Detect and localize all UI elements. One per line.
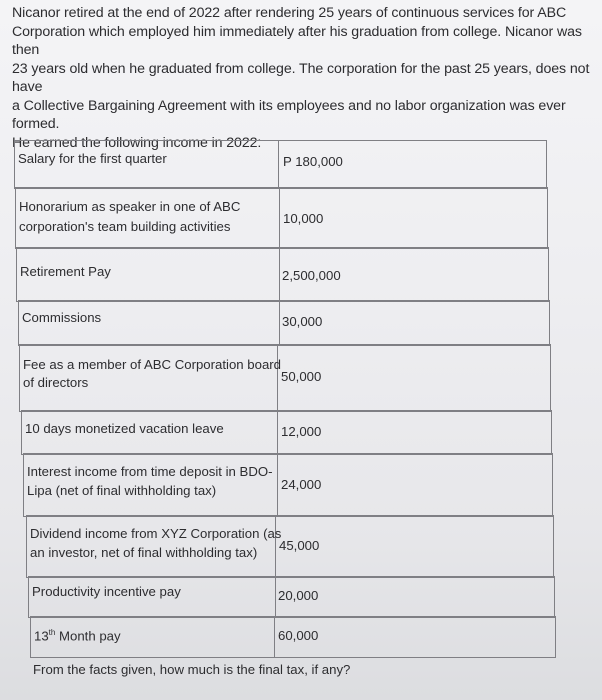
income-value: 50,000 bbox=[281, 369, 322, 384]
ordinal-suffix: th bbox=[48, 628, 56, 637]
column-divider bbox=[279, 300, 280, 346]
income-label: Productivity incentive pay bbox=[32, 584, 181, 599]
income-value: 2,500,000 bbox=[282, 268, 341, 283]
intro-line-5: He earned the following income in 2022: bbox=[12, 134, 262, 151]
income-label: Honorarium as speaker in one of ABC bbox=[19, 199, 241, 214]
column-divider bbox=[275, 576, 276, 618]
income-label: Salary for the first quarter bbox=[18, 151, 167, 166]
income-label-number: 13 bbox=[34, 628, 49, 644]
income-label: of directors bbox=[23, 375, 89, 390]
income-value: 12,000 bbox=[281, 424, 322, 439]
intro-line-2: Corporation which employed him immediately after his graduation from college. Nicanor was then bbox=[12, 23, 582, 58]
income-value: P 180,000 bbox=[283, 154, 343, 169]
question-text: From the facts given, how much is the final tax, if any? bbox=[33, 662, 351, 677]
income-label: Dividend income from XYZ Corporation (as bbox=[30, 526, 282, 541]
income-label: an investor, net of final withholding tax) bbox=[30, 545, 258, 560]
column-divider bbox=[279, 247, 280, 302]
intro-line-3: 23 years old when he graduated from college. The corporation for the past 25 years, does not have bbox=[12, 60, 590, 95]
income-label: Retirement Pay bbox=[20, 264, 111, 279]
income-label: Fee as a member of ABC Corporation board bbox=[23, 357, 282, 372]
income-label: corporation's team building activities bbox=[19, 219, 231, 234]
column-divider bbox=[277, 410, 278, 455]
income-value: 45,000 bbox=[279, 538, 320, 553]
column-divider bbox=[279, 187, 280, 249]
income-value: 10,000 bbox=[283, 211, 324, 226]
income-label: Interest income from time deposit in BDO- bbox=[27, 464, 273, 479]
income-value: 20,000 bbox=[278, 588, 319, 603]
income-label: Lipa (net of final withholding tax) bbox=[27, 483, 217, 498]
problem-statement bbox=[12, 4, 598, 152]
income-value: 60,000 bbox=[278, 628, 319, 643]
income-value: 30,000 bbox=[282, 314, 323, 329]
column-divider bbox=[274, 616, 275, 658]
column-divider bbox=[278, 140, 279, 189]
column-divider bbox=[277, 453, 278, 517]
income-label: Commissions bbox=[22, 310, 102, 325]
intro-line-1: Nicanor retired at the end of 2022 after rendering 25 years of continuous services for ABC bbox=[12, 5, 567, 21]
intro-line-4: a Collective Bargaining Agreement with its employees and no labor organization was ever formed. bbox=[12, 97, 566, 132]
income-label-text: Month pay bbox=[55, 628, 121, 644]
income-label: 10 days monetized vacation leave bbox=[25, 421, 224, 436]
income-value: 24,000 bbox=[281, 477, 322, 492]
income-label bbox=[34, 623, 121, 645]
